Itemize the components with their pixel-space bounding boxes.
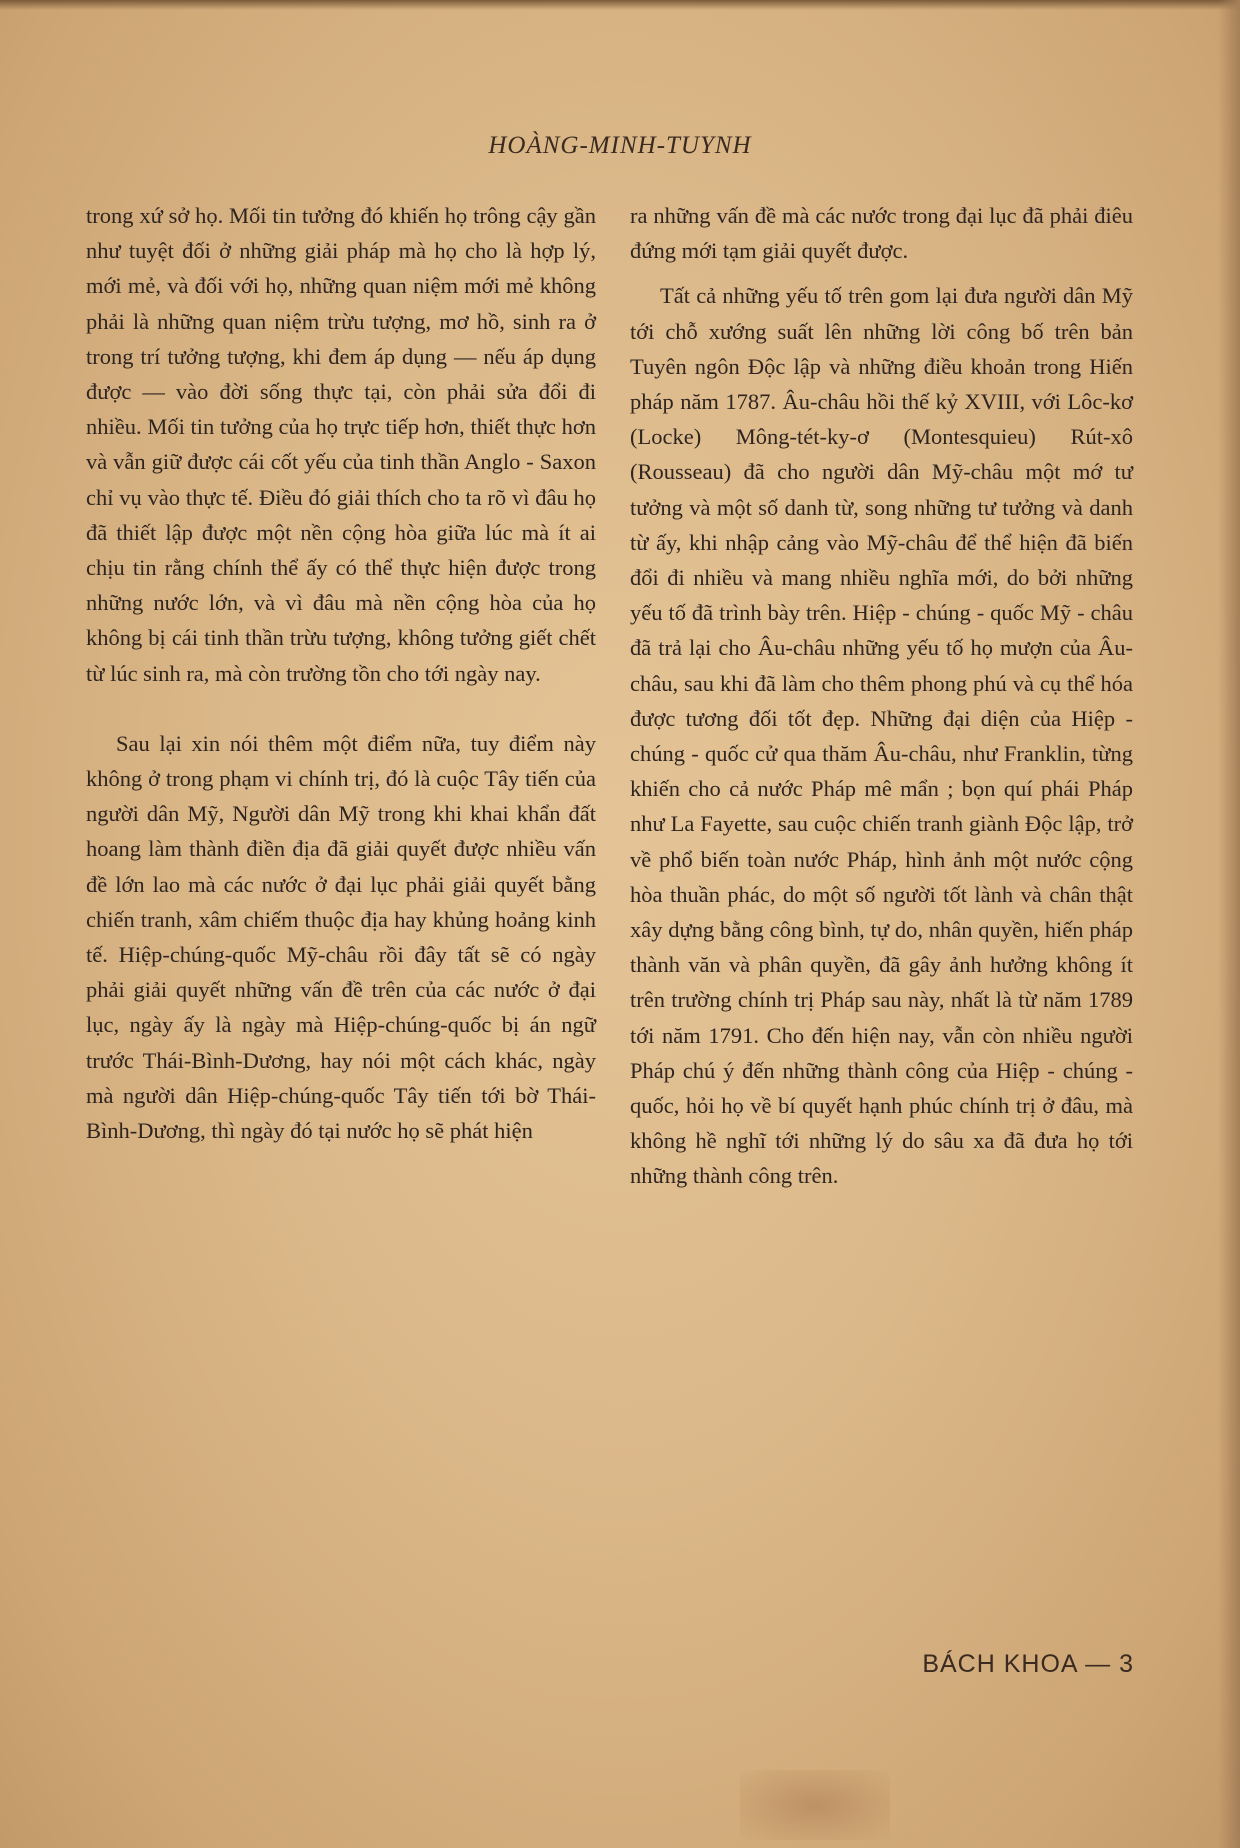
paper-stain — [740, 1770, 890, 1840]
left-column — [86, 198, 596, 1148]
right-column — [630, 198, 1133, 1194]
paragraph: Tất cả những yếu tố trên gom lại đưa người dân Mỹ tới chỗ xướng suất lên những lời công bố trên bản Tuyên ngôn Độc lập và những điều khoản trong Hiến pháp năm 1787. Âu-châu hồi thế kỷ XVIII, với Lôc-kơ (Locke) Mông-tét-ky-ơ (Montesquieu) Rút-xô (Rousseau) đã cho người dân Mỹ-châu một mớ tư tưởng và một số danh từ, song những tư tưởng và danh từ ấy, khi nhập cảng vào Mỹ-châu để thể hiện đã biến đổi đi nhiều và mang nhiều nghĩa mới, do bởi những yếu tố đã trình bày trên. Hiệp - chúng - quốc Mỹ - châu đã trả lại cho Âu-châu những yếu tố họ mượn của Âu-châu, sau khi đã làm cho thêm phong phú và cụ thể hóa được tương đối tốt đẹp. Những đại diện của Hiệp - chúng - quốc cử qua thăm Âu-châu, như Franklin, từng khiến cho cả nước Pháp mê mẩn ; bọn quí phái Pháp như La Fayette, sau cuộc chiến tranh giành Độc lập, trở về phổ biến toàn nước Pháp, hình ảnh một nước cộng hòa thuần phác, do một số người tốt lành và chân thật xây dựng bằng công bình, tự do, nhân quyền, hiến pháp thành văn và phân quyền, đã gây ảnh hưởng không ít trên trường chính trị Pháp sau này, nhất là từ năm 1789 tới năm 1791. Cho đến hiện nay, vẫn còn nhiều người Pháp chú ý đến những thành công của Hiệp - chúng - quốc, hỏi họ về bí quyết hạnh phúc chính trị ở đâu, mà không hề nghĩ tới những lý do sâu xa đã đưa họ tới những thành công trên. — [630, 283, 1133, 1189]
paragraph: Sau lại xin nói thêm một điểm nữa, tuy điểm này không ở trong phạm vi chính trị, đó là cuộc Tây tiến của người dân Mỹ, Người dân Mỹ trong khi khai khẩn đất hoang làm thành điền địa đã giải quyết được nhiều vấn đề lớn lao mà các nước ở đại lục phải giải quyết bằng chiến tranh, xâm chiếm thuộc địa hay khủng hoảng kinh tế. Hiệp-chúng-quốc Mỹ-châu rồi đây tất sẽ có ngày phải giải quyết những vấn đề trên của các nước ở đại lục, ngày ấy là ngày mà Hiệp-chúng-quốc bị án ngữ trước Thái-Bình-Dương, hay nói một cách khác, ngày mà người dân Hiệp-chúng-quốc Tây tiến tới bờ Thái-Bình-Dương, thì ngày đó tại nước họ sẽ phát hiện — [86, 730, 596, 1144]
running-header: HOÀNG-MINH-TUYNH — [488, 132, 752, 159]
paragraph: trong xứ sở họ. Mối tin tưởng đó khiến họ trông cậy gần như tuyệt đối ở những giải pháp mà họ cho là hợp lý, mới mẻ, và đối với họ, những quan niệm mới mẻ không phải là những quan niệm trừu tượng, mơ hồ, sinh ra ở trong trí tưởng tượng, khi đem áp dụng — nếu áp dụng được — vào đời sống thực tại, còn phải sửa đổi đi nhiều. Mối tin tưởng của họ trực tiếp hơn, thiết thực hơn và vẫn giữ được cái cốt yếu của tinh thần Anglo - Saxon chỉ vụ vào thực tế. Điều đó giải thích cho ta rõ vì đâu họ đã thiết lập được một nền cộng hòa giữa lúc mà ít ai chịu tin rằng chính thể ấy có thể thực hiện được trong những nước lớn, và vì đâu mà nền cộng hòa của họ không bị cái tinh thần trừu tượng, không tưởng giết chết từ lúc sinh ra, mà còn trường tồn cho tới ngày nay. — [86, 203, 596, 686]
page-footer: BÁCH KHOA — 3 — [922, 1650, 1134, 1678]
paragraph: ra những vấn đề mà các nước trong đại lục đã phải điêu đứng mới tạm giải quyết được. — [630, 203, 1133, 264]
